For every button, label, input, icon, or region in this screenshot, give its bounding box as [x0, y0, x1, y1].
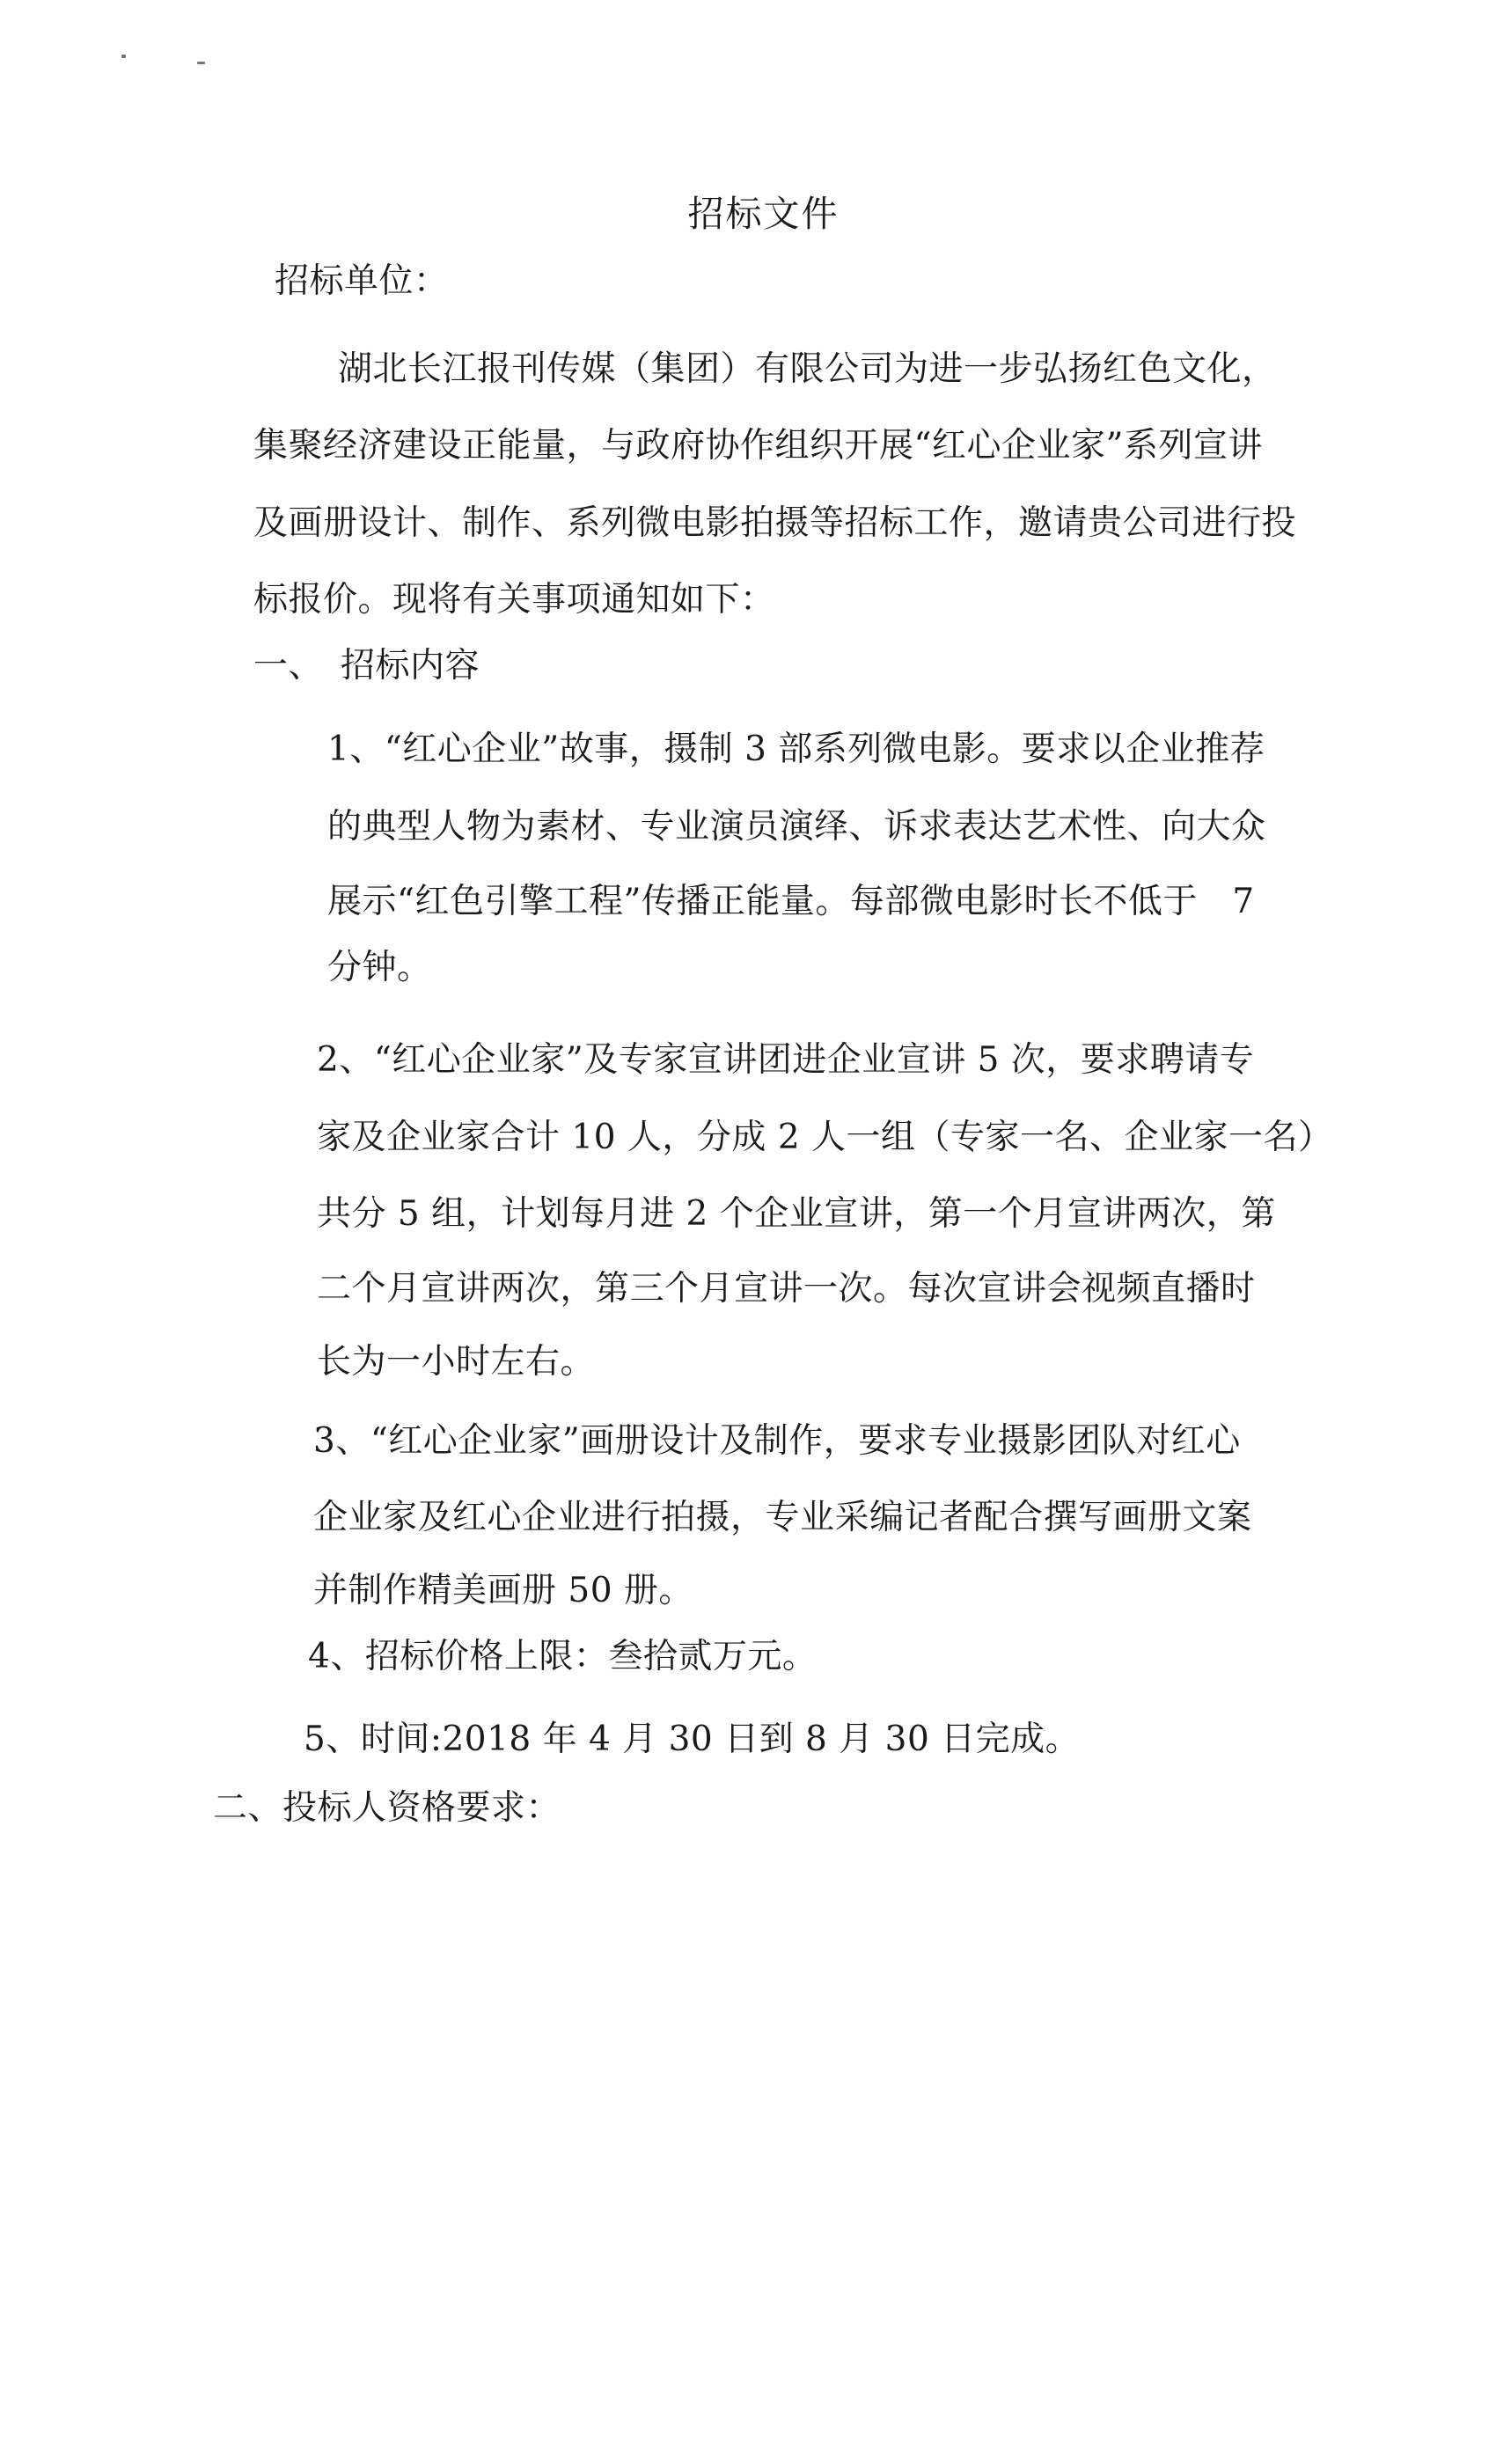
item1-line: 展示“红色引擎工程”传播正能量。每部微电影时长不低于 7	[327, 882, 1255, 921]
item1-line: 1、“红心企业”故事，摄制 3 部系列微电影。要求以企业推荐	[327, 730, 1265, 769]
item3-line: 3、“红心企业家”画册设计及制作，要求专业摄影团队对红心	[313, 1421, 1241, 1461]
item2-line: 2、“红心企业家”及专家宣讲团进企业宣讲 5 次，要求聘请专	[317, 1040, 1255, 1080]
item2-line: 二个月宣讲两次，第三个月宣讲一次。每次宣讲会视频直播时	[317, 1269, 1256, 1309]
section-heading-content: 一、 招标内容	[253, 646, 480, 686]
item2-line: 共分 5 组，计划每月进 2 个企业宣讲，第一个月宣讲两次，第	[317, 1194, 1276, 1234]
item3-line: 企业家及红心企业进行拍摄，专业采编记者配合撰写画册文案	[313, 1498, 1252, 1537]
section-heading-qualification: 二、投标人资格要求：	[213, 1788, 561, 1828]
item3-line: 并制作精美画册 50 册。	[313, 1571, 693, 1610]
item4-line: 4、招标价格上限：叁拾贰万元。	[308, 1637, 818, 1676]
item1-line: 的典型人物为素材、专业演员演绎、诉求表达艺术性、向大众	[327, 807, 1266, 847]
document-title: 招标文件	[687, 193, 840, 235]
scan-speck	[121, 55, 126, 58]
intro-line: 湖北长江报刊传媒（集团）有限公司为进一步弘扬红色文化，	[338, 349, 1277, 389]
item2-line: 长为一小时左右。	[317, 1342, 596, 1382]
item1-line: 分钟。	[327, 948, 432, 987]
scan-speck	[197, 62, 205, 64]
intro-line: 标报价。现将有关事项通知如下：	[253, 580, 775, 620]
item2-line: 家及企业家合计 10 人，分成 2 人一组（专家一名、企业家一名）	[317, 1118, 1333, 1157]
item5-line: 5、时间:2018 年 4 月 30 日到 8 月 30 日完成。	[304, 1720, 1081, 1759]
intro-line: 及画册设计、制作、系列微电影拍摄等招标工作，邀请贵公司进行投	[253, 503, 1297, 543]
intro-line: 集聚经济建设正能量，与政府协作组织开展“红心企业家”系列宣讲	[253, 426, 1263, 466]
recipient-label: 招标单位：	[275, 261, 449, 301]
